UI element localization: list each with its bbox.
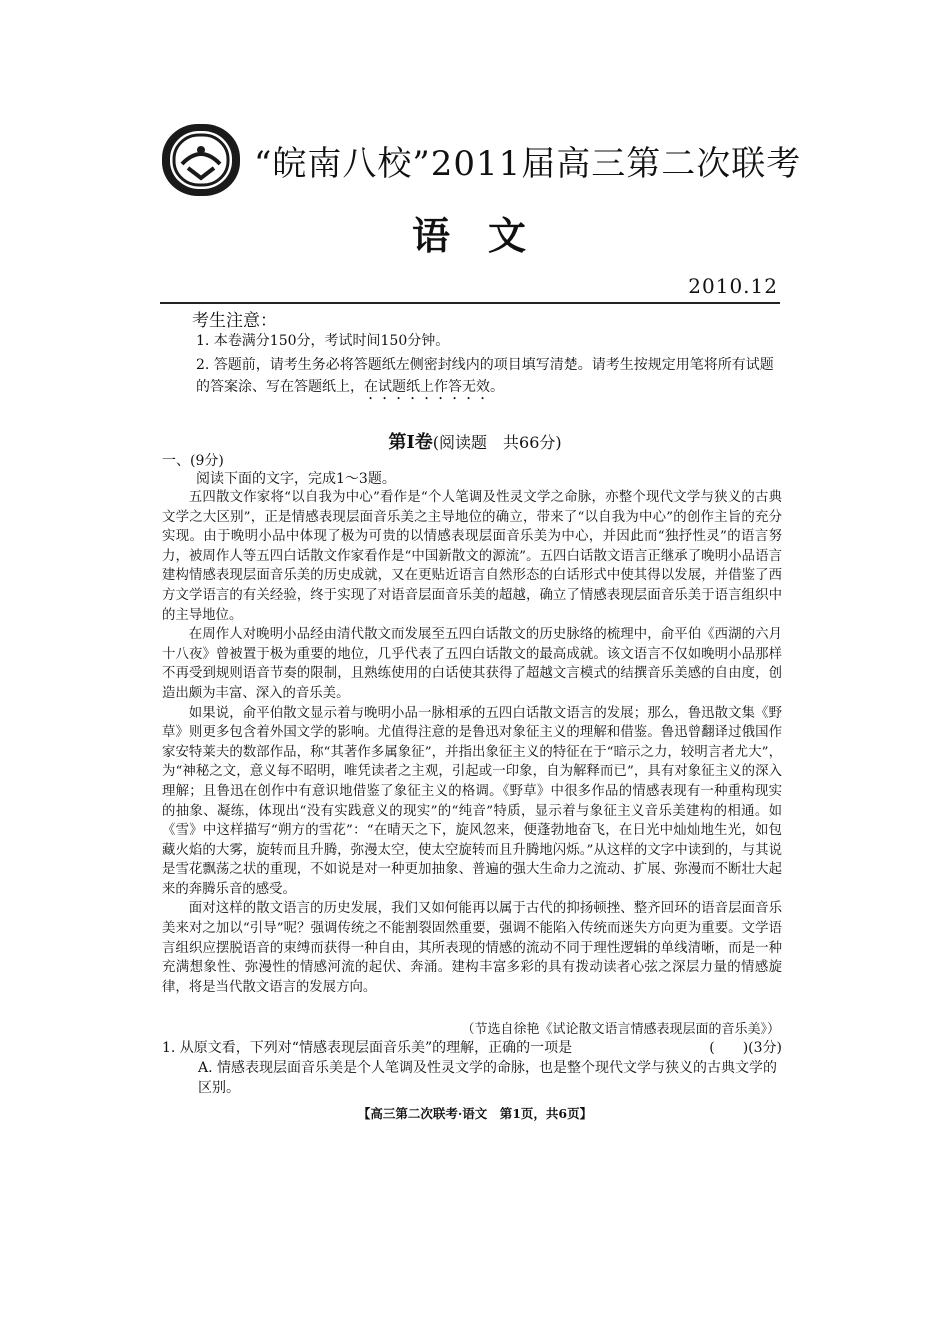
notice-item-2-end: 。 xyxy=(490,379,504,395)
part-label: 一、(9分) xyxy=(162,453,224,469)
part-instruction: 阅读下面的文字，完成1～3题。 xyxy=(196,471,396,487)
reading-passage xyxy=(162,488,782,997)
notice-item-2-text: 2. 答题前，请考生务必将答题纸左侧密封线内的项目填写清楚。请考生按规定用笔将所有试题的答案涂、写在答题纸上， xyxy=(196,357,774,395)
question-1-option-a: A. 情感表现层面音乐美是个人笔调及性灵文学的命脉，也是整个现代文学与狭义的古典文学的区别。 xyxy=(198,1060,778,1096)
notice-heading: 考生注意： xyxy=(192,311,277,331)
page-footer: 【高三第二次联考·语文 第1页，共6页】 xyxy=(357,1106,593,1121)
exam-date: 2010.12 xyxy=(688,274,778,298)
section-title xyxy=(0,428,950,454)
passage-source: （节选自徐艳《试论散文语言情感表现层面的音乐美》） xyxy=(461,1022,780,1037)
section-subtitle: (阅读题 共66分) xyxy=(432,433,562,452)
question-1-stem: 1. 从原文看，下列对“情感表现层面音乐美”的理解，正确的一项是 xyxy=(162,1040,573,1056)
header-divider xyxy=(160,302,780,304)
exam-title: “皖南八校”2011届高三第二次联考 xyxy=(254,144,802,184)
passage-paragraph: 面对这样的散文语言的历史发展，我们又如何能再以属于古代的抑扬顿挫、整齐回环的语音层面音乐美来对之加以“引导”呢？强调传统之不能割裂固然重要，强调不能陷入传统而迷失方向更为重要。文学语言组织应摆脱语音的束缚而获得一种自由，其所表现的情感的流动不同于理性逻辑的单线清晰，而是一种充满想象性、弥漫性的情感河流的起伏、奔涌。建构丰富多彩的具有拨动读者心弦之深层力量的情感旋律，将是当代散文语言的发展方向。 xyxy=(162,901,782,995)
passage-paragraph: 五四散文作家将“以自我为中心”看作是“个人笔调及性灵文学之命脉，亦整个现代文学与狭义的古典文学之大区别”，正是情感表现层面音乐美之主导地位的确立，带来了“以自我为中心”的创作主旨的充分实现。由于晚明小品中体现了极为可贵的以情感表现层面音乐美为中心，并因此而“独抒性灵”的语言努力，被周作人等五四白话散文作家看作是“中国新散文的源流”。五四白话散文语言正继承了晚明小品语言建构情感表现层面音乐美的历史成就，又在更贴近语言自然形态的白话形式中使其得以发展，并借鉴了西方文学语言的有关经验，终于实现了对语音层面音乐美的超越，确立了情感表现层面音乐美于语言组织中的主导地位。 xyxy=(162,490,782,623)
notice-item-2 xyxy=(196,354,780,403)
section-label: 第Ⅰ卷 xyxy=(388,432,433,453)
passage-paragraph: 在周作人对晚明小品经由清代散文而发展至五四白话散文的历史脉络的梳理中，俞平伯《西湖的六月十八夜》曾被置于极为重要的地位，几乎代表了五四白话散文的最高成就。该文语言不仅如晚明小品那样不再受到规则语音节奏的限制，且熟练使用的白话使其获得了超越文言模式的结撰音乐美感的自由度，创造出颇为丰富、深入的音乐美。 xyxy=(162,627,782,701)
notice-item-1: 1. 本卷满分150分，考试时间150分钟。 xyxy=(196,333,450,349)
question-1 xyxy=(162,1038,782,1058)
passage-paragraph: 如果说，俞平伯散文显示着与晚明小品一脉相承的五四白话散文语言的发展；那么，鲁迅散文集《野草》则更多包含着外国文学的影响。尤值得注意的是鲁迅对象征主义的理解和借鉴。鲁迅曾翻译过俄国作家安特莱夫的数部作品，称“其著作多属象征”，并指出象征主义的特征在于“暗示之力，较明言者尤大”，为“神秘之文，意义每不昭明，唯凭读者之主观，引起或一印象，自为解释而已”，具有对象征主义的深入理解；且鲁迅在创作中有意识地借鉴了象征主义的格调。《野草》中很多作品的情感表现有一种重构现实的抽象、凝练，体现出“没有实践意义的现实”的“纯音”特质，显示着与象征主义音乐美建构的相通。如《雪》中这样描写“朔方的雪花”：“在晴天之下，旋风忽来，便蓬勃地奋飞，在日光中灿灿地生光，如包藏火焰的大雾，旋转而且升腾，弥漫太空，使太空旋转而且升腾地闪烁。”从这样的文字中读到的，与其说是雪花飘荡之状的重现，不如说是对一种更加抽象、普遍的强大生命力之流动、扩展、弥漫而不断壮大起来的奔腾乐音的感受。 xyxy=(162,705,782,897)
question-1-score: ( )(3分) xyxy=(709,1040,782,1056)
school-emblem-icon xyxy=(160,122,242,198)
subject-title: 语文 xyxy=(412,213,565,258)
notice-item-2-emphasis: 在试题纸上作答无效 xyxy=(364,379,490,395)
